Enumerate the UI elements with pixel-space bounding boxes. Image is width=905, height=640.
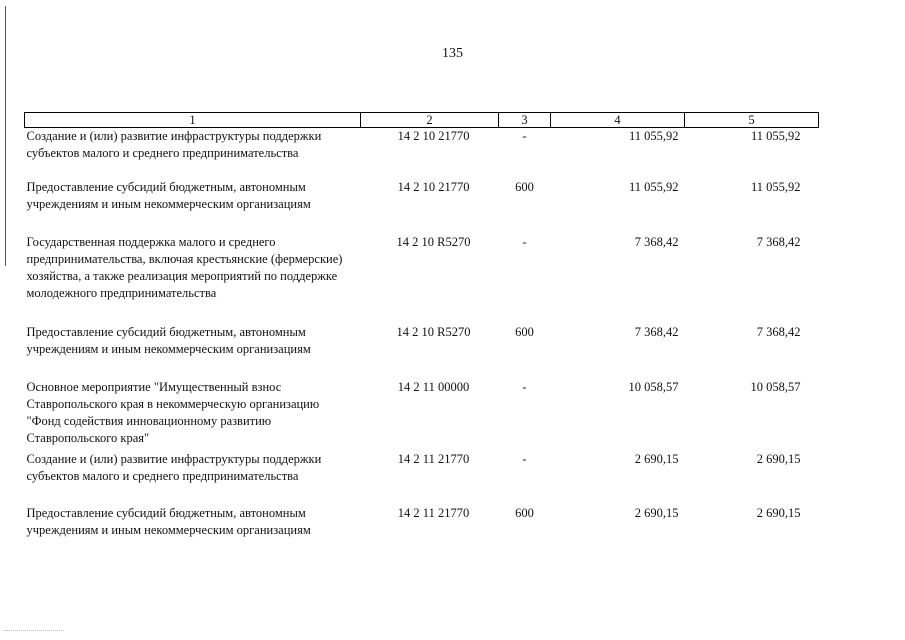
row-type: - [522, 235, 527, 249]
row-type: 600 [515, 325, 534, 339]
table-header-row [25, 113, 819, 128]
row-value-year1: 2 690,15 [634, 506, 679, 520]
table-row [25, 505, 819, 545]
row-code: 14 2 11 21770 [397, 506, 470, 520]
table-row [25, 451, 819, 505]
table-row [25, 379, 819, 451]
row-code: 14 2 10 21770 [397, 129, 470, 143]
header-col-1: 1 [25, 113, 361, 128]
row-value-year2: 7 368,42 [756, 325, 801, 339]
header-col-2: 2 [361, 113, 499, 128]
row-type: 600 [515, 180, 534, 194]
row-value-year1: 10 058,57 [628, 380, 679, 394]
row-code: 14 2 10 R5270 [396, 325, 471, 339]
row-type: 600 [515, 506, 534, 520]
table-row [25, 324, 819, 379]
row-value-year2: 10 058,57 [750, 380, 801, 394]
row-type: - [522, 129, 527, 143]
row-value-year2: 11 055,92 [750, 180, 801, 194]
table-row [25, 128, 819, 180]
row-value-year2: 2 690,15 [756, 452, 801, 466]
row-code: 14 2 10 R5270 [396, 235, 471, 249]
row-code: 14 2 10 21770 [397, 180, 470, 194]
row-value-year1: 2 690,15 [634, 452, 679, 466]
header-col-5: 5 [685, 113, 819, 128]
page-number: 135 [442, 46, 463, 61]
row-value-year1: 11 055,92 [628, 180, 679, 194]
row-name: Создание и (или) развитие инфраструктуры поддержки субъектов малого и среднего предпринимательства [26, 452, 322, 483]
row-type: - [522, 452, 527, 466]
row-name: Предоставление субсидий бюджетным, автономным учреждениям и иным некоммерческим организациям [26, 506, 311, 537]
row-value-year2: 7 368,42 [756, 235, 801, 249]
row-name: Основное мероприятие "Имущественный взнос Ставропольского края в некоммерческую организацию "Фонд содействия инновационному развитию Ставропольского края" [26, 380, 320, 445]
header-col-4: 4 [551, 113, 685, 128]
row-code: 14 2 11 00000 [397, 380, 470, 394]
margin-rule [5, 6, 6, 266]
row-code: 14 2 11 21770 [397, 452, 470, 466]
row-value-year1: 11 055,92 [628, 129, 679, 143]
table-row [25, 234, 819, 324]
scan-artifact [4, 630, 64, 633]
table-row [25, 179, 819, 234]
row-name: Создание и (или) развитие инфраструктуры поддержки субъектов малого и среднего предпринимательства [26, 129, 322, 160]
row-name: Предоставление субсидий бюджетным, автономным учреждениям и иным некоммерческим организациям [26, 325, 311, 356]
row-name: Государственная поддержка малого и среднего предпринимательства, включая крестьянские (фермерские) хозяйства, а также реализация мероприятий по поддержке молодежного предпринимательства [26, 235, 343, 300]
row-value-year1: 7 368,42 [634, 325, 679, 339]
row-name: Предоставление субсидий бюджетным, автономным учреждениям и иным некоммерческим организациям [26, 180, 311, 211]
row-value-year2: 11 055,92 [750, 129, 801, 143]
row-type: - [522, 380, 527, 394]
header-col-3: 3 [499, 113, 551, 128]
row-value-year1: 7 368,42 [634, 235, 679, 249]
budget-table [24, 112, 819, 545]
row-value-year2: 2 690,15 [756, 506, 801, 520]
